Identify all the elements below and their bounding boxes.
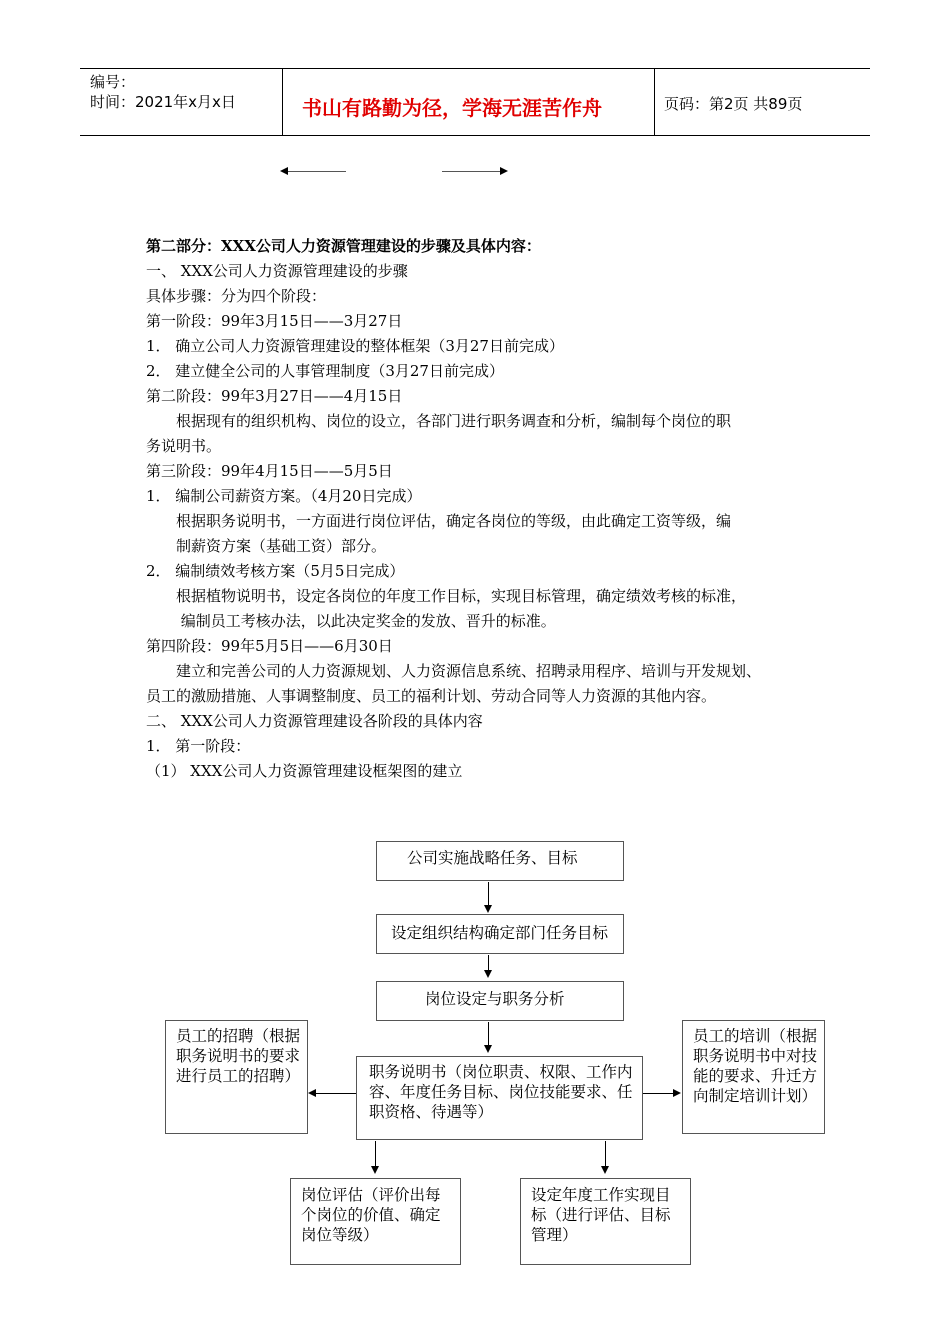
body-line-16: 第四阶段：99年5月5日——6月30日 [146,637,393,655]
body-line-18: 员工的激励措施、人事调整制度、员工的福利计划、劳动合同等人力资源的其他内容。 [146,687,717,705]
section-heading: 第二部分：XXX公司人力资源管理建设的步骤及具体内容： [146,237,541,255]
arrow-down-right-head [601,1166,609,1174]
header-motto: 书山有路勤为径，学海无涯苦作舟 [302,96,602,120]
flow-box-org-structure [376,914,624,954]
prev-page-arrow-icon[interactable] [280,166,348,176]
arrow-down-right-line [605,1141,606,1167]
body-line-7: 根据现有的组织机构、岗位的设立，各部门进行职务调查和分析，编制每个岗位的职 [146,412,732,430]
body-line-19: 二、 XXX公司人力资源管理建设各阶段的具体内容 [146,712,483,730]
flow-box-annual-goals [520,1178,691,1265]
arrow-3-head [484,1045,492,1053]
flow-box-strategy [376,841,624,881]
header-number-label: 编号： [90,73,136,91]
arrow-1-line [488,882,489,906]
arrow-down-left-head [371,1166,379,1174]
header-top-rule [80,68,870,69]
arrow-right-line [643,1093,674,1094]
flow-box-job-analysis-text: 岗位设定与职务分析 [425,990,565,1008]
flow-box-job-analysis [376,981,624,1021]
body-line-2: 具体步骤：分为四个阶段： [146,287,327,305]
body-line-13: 2． 编制绩效考核方案（5月5日完成） [146,562,405,580]
flow-box-job-description-text: 职务说明书（岗位职责、权限、工作内容、年度任务目标、岗位技能要求、任职资格、待遇等） [369,1063,633,1121]
arrow-1-head [484,905,492,913]
body-line-6: 第二阶段：99年3月27日——4月15日 [146,387,403,405]
flow-box-recruitment-text: 员工的招聘（根据职务说明书的要求进行员工的招聘） [176,1027,301,1085]
flow-box-recruitment [165,1020,308,1134]
arrow-right-head [673,1089,681,1097]
body-line-20: 1． 第一阶段： [146,737,251,755]
header-bottom-rule [80,135,870,136]
body-line-11: 根据职务说明书，一方面进行岗位评估，确定各岗位的等级，由此确定工资等级，编 [146,512,732,530]
flow-box-strategy-text: 公司实施战略任务、目标 [407,849,578,867]
arrow-left-head [308,1089,316,1097]
arrow-2-line [488,955,489,971]
header-time-label: 时间：2021年x月x日 [90,93,236,111]
arrow-3-line [488,1022,489,1046]
body-line-9: 第三阶段：99年4月15日——5月5日 [146,462,393,480]
body-line-5: 2． 建立健全公司的人事管理制度（3月27日前完成） [146,362,504,380]
flow-box-job-evaluation [290,1178,461,1265]
arrow-left-line [316,1093,356,1094]
header-divider-left [282,68,283,136]
body-line-12: 制薪资方案（基础工资）部分。 [146,537,387,555]
body-line-3: 第一阶段：99年3月15日——3月27日 [146,312,403,330]
body-line-4: 1． 确立公司人力资源管理建设的整体框架（3月27日前完成） [146,337,564,355]
flow-box-job-evaluation-text: 岗位评估（评价出每个岗位的价值、确定岗位等级） [301,1186,441,1244]
header-page-info: 页码：第2页 共89页 [664,95,803,113]
body-line-15: 编制员工考核办法，以此决定奖金的发放、晋升的标准。 [146,612,556,630]
body-line-1: 一、 XXX公司人力资源管理建设的步骤 [146,262,408,280]
flow-box-org-structure-text: 设定组织结构确定部门任务目标 [391,924,609,942]
flow-box-annual-goals-text: 设定年度工作实现目标（进行评估、目标管理） [531,1186,671,1244]
body-line-17: 建立和完善公司的人力资源规划、人力资源信息系统、招聘录用程序、培训与开发规划、 [146,662,762,680]
body-line-8: 务说明书。 [146,437,222,455]
flow-box-training [682,1020,825,1134]
arrow-2-head [484,970,492,978]
next-page-arrow-icon[interactable] [442,166,510,176]
body-line-21: （1） XXX公司人力资源管理建设框架图的建立 [146,762,463,780]
header-divider-right [654,68,655,136]
arrow-down-left-line [375,1141,376,1167]
body-line-14: 根据植物说明书，设定各岗位的年度工作目标，实现目标管理，确定绩效考核的标准， [146,587,747,605]
body-line-10: 1． 编制公司薪资方案。（4月20日完成） [146,487,422,505]
flow-box-training-text: 员工的培训（根据职务说明书中对技能的要求、升迁方向制定培训计划） [693,1027,818,1105]
flow-box-job-description [356,1056,643,1140]
